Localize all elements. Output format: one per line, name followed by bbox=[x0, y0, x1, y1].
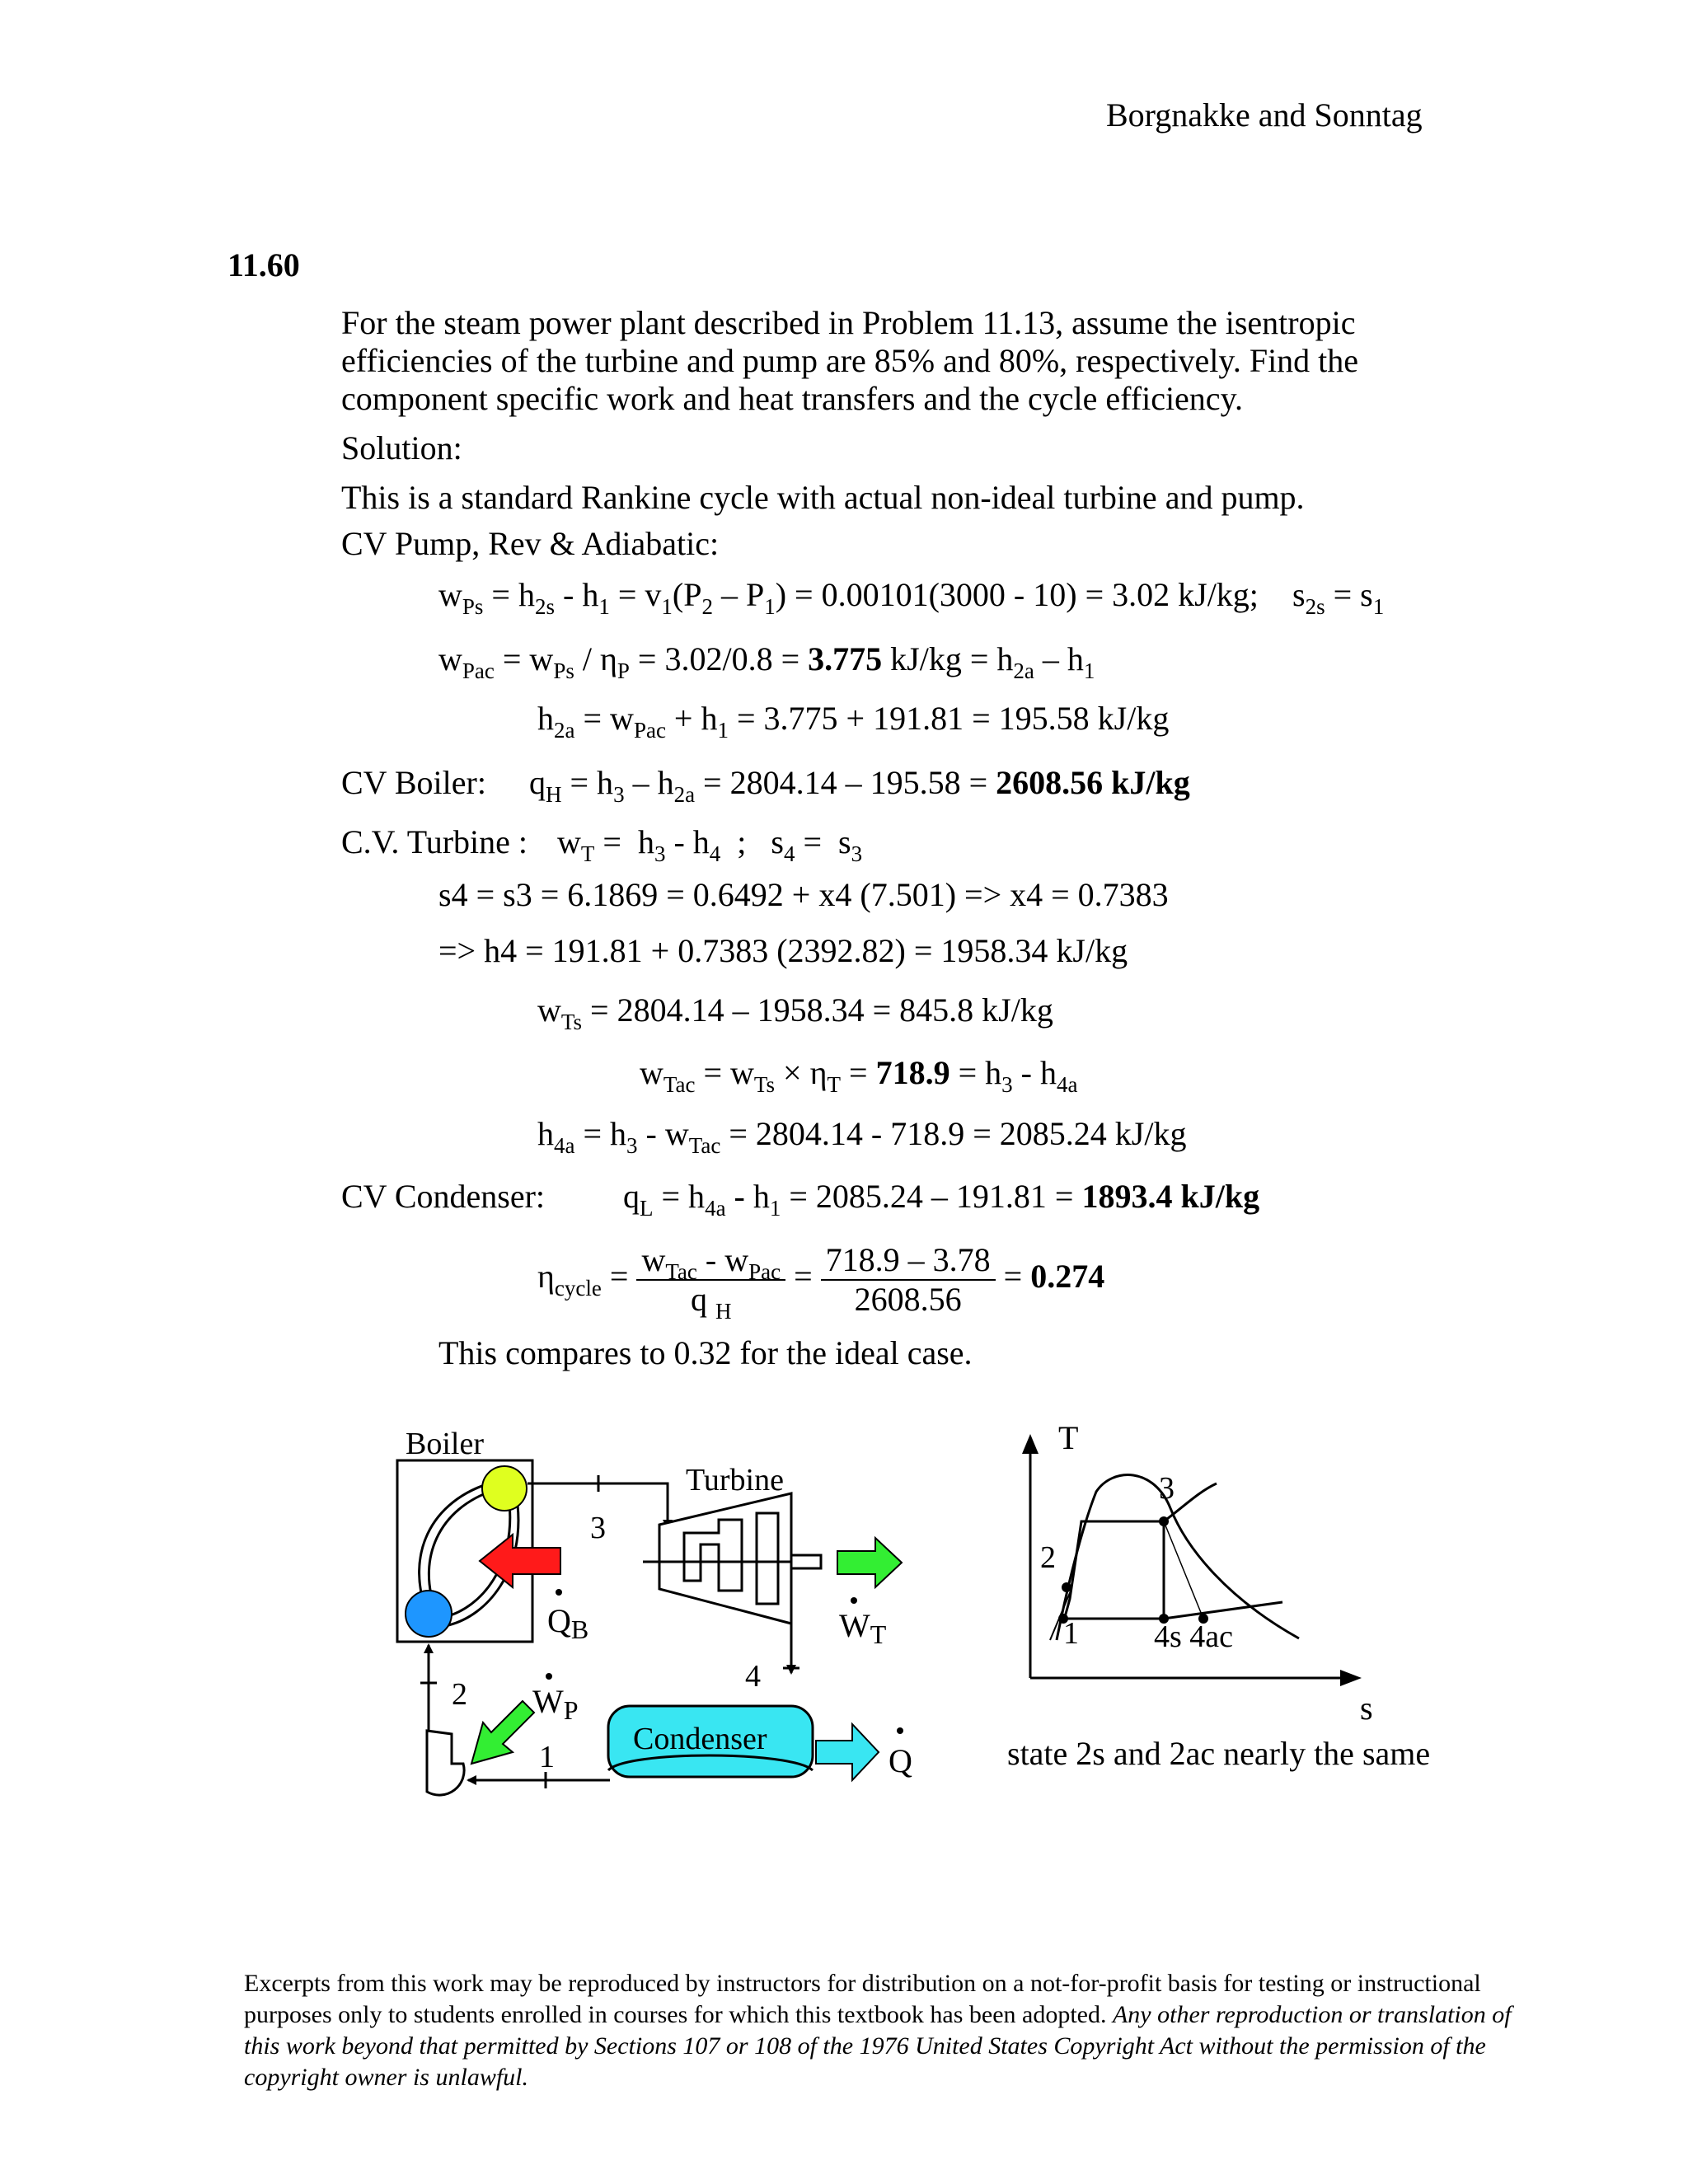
wp-symbol: W bbox=[532, 1683, 564, 1720]
cv-pump-heading: CV Pump, Rev & Adiabatic: bbox=[341, 525, 720, 562]
efficiency-numerator: 718.9 – 3.78 bbox=[821, 1241, 996, 1281]
state-2-label: 2 bbox=[452, 1677, 467, 1712]
qb-subscript: B bbox=[570, 1615, 589, 1644]
turbine-coupling bbox=[791, 1555, 821, 1568]
problem-number: 11.60 bbox=[227, 246, 300, 284]
turbine-label: Turbine bbox=[686, 1463, 784, 1497]
state-2-point bbox=[1062, 1582, 1071, 1592]
wp-dot bbox=[546, 1673, 552, 1680]
footer-normal-text: Excerpts from this work may be reproduced by instructors for distribution on a not-for-profit basis for testing or instructional purposes only to students enrolled in courses for which this textbook has been adopted. bbox=[244, 1970, 1481, 2028]
boiler-equation-mid: = 2804.14 – 195.58 = bbox=[703, 764, 988, 801]
solution-label: Solution: bbox=[341, 429, 462, 466]
boiler-steam-drum bbox=[482, 1466, 527, 1511]
ts-diagram bbox=[1022, 1419, 1373, 1727]
turbine-equation-3: $w_{Ts} = 2804.14 - 1958.34 = 845.8$ kJ/kg bbox=[537, 991, 1053, 1034]
ts-state-1-label: 1 bbox=[1063, 1616, 1079, 1651]
pump-work-label bbox=[532, 1683, 579, 1725]
q-dot bbox=[897, 1727, 903, 1734]
qb-dot bbox=[556, 1589, 562, 1596]
state-3-point bbox=[1159, 1516, 1169, 1526]
ts-state-4-label: 4s 4ac bbox=[1154, 1619, 1234, 1654]
turbine-equation-5: $h_{4a} = h_3 - w_{Tac} = 2804.14 - 718.9 = 2085.24$ kJ/kg bbox=[537, 1115, 1187, 1158]
cv-condenser-heading: CV Condenser: bbox=[341, 1178, 546, 1215]
solution-intro: This is a standard Rankine cycle with actual non-ideal turbine and pump. bbox=[341, 479, 1305, 516]
t-axis-label: T bbox=[1058, 1419, 1079, 1456]
turbine-equation-4: $w_{Tac} = w_{Ts} \times \eta_T = 718.9 = h_3 - h_{4a}$ bbox=[640, 1054, 1078, 1097]
footer-italic-text: Any other reproduction or translation of this work beyond that permitted by Sections 107 or 108 of the 1976 United States Copyright Act without the permission of the copyright owner is unlawful. bbox=[244, 2001, 1512, 2091]
efficiency-equation: $\eta_{cycle}$ = $\frac{w_{Tac} - w_{Pac}}{q _H}$ = $\frac{718.9 - 3.78}{2608.56}$ = 0.274 bbox=[537, 1241, 1105, 1324]
turbine-equation-5-value: = 2804.14 - 718.9 = 2085.24 kJ/kg bbox=[729, 1115, 1187, 1152]
qb-symbol: Q bbox=[547, 1602, 571, 1639]
statement-line-3: component specific work and heat transfers and the cycle efficiency. bbox=[341, 380, 1243, 417]
ts-state-2-label: 2 bbox=[1040, 1540, 1056, 1575]
turbine-work-definition: $w_T = h_3 - h_4$ ; $s_4 = s_3$ bbox=[557, 823, 863, 866]
boiler-label: Boiler bbox=[406, 1427, 484, 1461]
state-4-label: 4 bbox=[745, 1659, 761, 1694]
wp-subscript: P bbox=[563, 1695, 579, 1725]
comparison-note: This compares to 0.32 for the ideal case. bbox=[438, 1334, 973, 1371]
statement-line-2: efficiencies of the turbine and pump are 85% and 80%, respectively. Find the bbox=[341, 342, 1359, 379]
s-axis-arrowhead bbox=[1340, 1670, 1362, 1686]
header-authors: Borgnakke and Sonntag bbox=[1106, 96, 1423, 134]
boiler-heat-result: 2608.56 kJ/kg bbox=[996, 764, 1190, 801]
boiler-equation: $q_H = h_3 - h_{2a} = 2804.14 - 195.58 = 2608.56$ kJ/kg bbox=[529, 764, 1190, 807]
pump-work-result: 3.775 bbox=[808, 640, 883, 677]
boiler-heat-label bbox=[547, 1602, 588, 1644]
ts-state-3-label: 3 bbox=[1159, 1471, 1175, 1506]
pump-equation-3: $h_{2a} = w_{Pac} + h_1 = 3.775 + 191.81 = 195.58$ kJ/kg bbox=[537, 700, 1170, 743]
cv-turbine-heading: C.V. Turbine : bbox=[341, 823, 528, 860]
efficiency-result: 0.274 bbox=[1030, 1258, 1105, 1296]
pump-isentropic-relation: $s_{2s} = s_1$ bbox=[1292, 576, 1385, 619]
cycle-path bbox=[1065, 1521, 1164, 1619]
t-axis-arrowhead bbox=[1022, 1434, 1039, 1454]
pump-work-arrow bbox=[471, 1701, 534, 1764]
condenser-heat-arrow bbox=[816, 1724, 879, 1780]
condenser-label: Condenser bbox=[633, 1722, 767, 1756]
wt-subscript: T bbox=[870, 1619, 887, 1649]
condenser-equation: $q_L = h_{4a} - h_1 = 2085.24 - 191.81 = 1893.4$ kJ/kg bbox=[623, 1178, 1260, 1221]
pump-equation-2: $w_{Pac} = w_{Ps} / \eta_P = 3.02/0.8 = 3.775$ $kJ/kg = h_{2a} - h_1$ bbox=[438, 640, 1095, 683]
pump-equation-3-value: = 3.775 + 191.81 = 195.58 kJ/kg bbox=[736, 700, 1170, 737]
turbine-work-arrow bbox=[837, 1538, 902, 1587]
statement-line-1: For the steam power plant described in Problem 11.13, assume the isentropic bbox=[341, 304, 1356, 341]
copyright-footer bbox=[244, 1968, 1530, 2093]
cv-boiler-heading: CV Boiler: bbox=[341, 764, 486, 801]
condenser-heat-result: 1893.4 kJ/kg bbox=[1081, 1178, 1260, 1215]
turbine-work-label bbox=[839, 1607, 887, 1649]
pump-body bbox=[427, 1731, 464, 1795]
pump-equation-1: $w_{Ps} = h_{2s} - h_1 = v_1(P_2 - P_1) = 0.00101(3000 - 10) = 3.02$ kJ/kg; bbox=[438, 576, 1259, 619]
pump-equation-1-value: = 0.00101(3000 - 10) = 3.02 kJ/kg; bbox=[795, 576, 1259, 613]
turbine-equation-2: => h4 = 191.81 + 0.7383 (2392.82) = 1958.34 kJ/kg bbox=[438, 932, 1128, 969]
condenser-heat-label: Q bbox=[889, 1742, 912, 1779]
ts-caption: state 2s and 2ac nearly the same bbox=[1007, 1735, 1431, 1772]
state-1-label: 1 bbox=[539, 1740, 555, 1774]
state-3-label: 3 bbox=[590, 1511, 606, 1545]
pump-equation-2-mid: = 3.02/0.8 = bbox=[637, 640, 800, 677]
efficiency-symbolic-fraction: $\frac{w_{Tac} - w_{Pac}}{q _H}$ bbox=[636, 1241, 785, 1319]
efficiency-denominator: 2608.56 bbox=[854, 1281, 962, 1318]
wt-dot bbox=[851, 1597, 857, 1604]
wt-symbol: W bbox=[839, 1607, 870, 1644]
boiler-water-drum bbox=[406, 1591, 452, 1637]
turbine-equation-3-value: = 2804.14 – 1958.34 = 845.8 kJ/kg bbox=[590, 991, 1053, 1029]
condenser-equation-mid: = 2085.24 – 191.81 = bbox=[789, 1178, 1074, 1215]
s-axis-label: s bbox=[1360, 1690, 1373, 1727]
turbine-equation-1: s4 = s3 = 6.1869 = 0.6492 + x4 (7.501) => x4 = 0.7383 bbox=[438, 876, 1169, 913]
turbine-work-result: 718.9 bbox=[875, 1054, 950, 1091]
